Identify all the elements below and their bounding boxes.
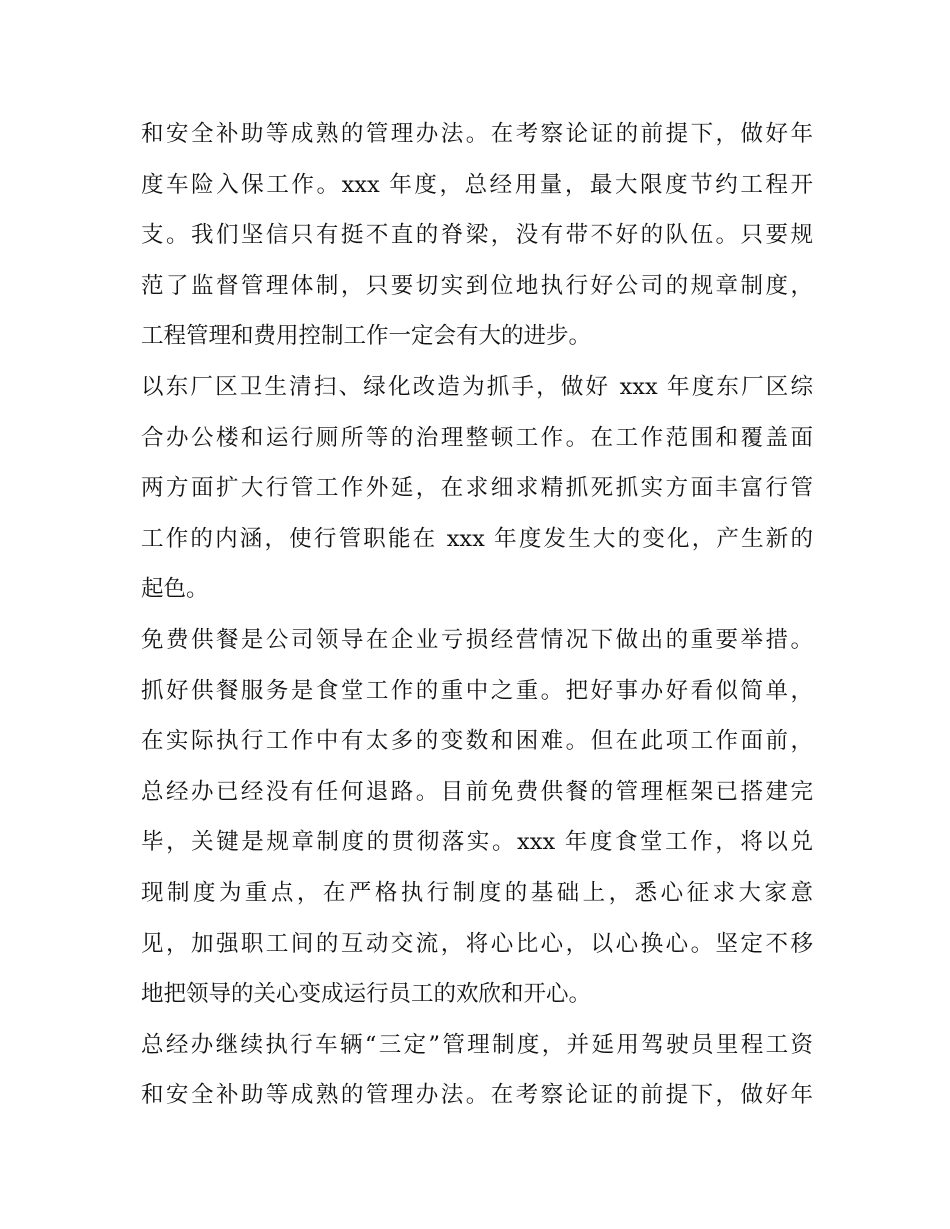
text-line: 现制度为重点，在严格执行制度的基础上，悉心征求大家意 <box>141 879 813 906</box>
text-line: 工程管理和费用控制工作一定会有大的进步。 <box>141 323 592 350</box>
text-line: 和安全补助等成熟的管理办法。在考察论证的前提下，做好年 <box>141 121 813 147</box>
text-line: 合办公楼和运行厕所等的治理整顿工作。在工作范围和覆盖面 <box>141 424 813 451</box>
text-line: 总经办继续执行车辆“三定”管理制度，并延用驾驶员里程工资 <box>141 1031 813 1058</box>
text-line: 免费供餐是公司领导在企业亏损经营情况下做出的重要举措。 <box>141 626 813 653</box>
text-line: 支。我们坚信只有挺不直的脊梁，没有带不好的队伍。只要规 <box>141 222 813 249</box>
text-line: 地把领导的关心变成运行员工的欢欣和开心。 <box>141 981 592 1008</box>
text-line: 工作的内涵，使行管职能在 xxx 年度发生大的变化，产生新的 <box>141 525 813 552</box>
text-line: 起色。 <box>141 576 209 603</box>
text-line: 和安全补助等成熟的管理办法。在考察论证的前提下，做好年 <box>141 1082 813 1109</box>
body-text <box>141 109 813 1121</box>
text-line: 在实际执行工作中有太多的变数和困难。但在此项工作面前， <box>141 728 813 755</box>
text-line: 度车险入保工作。xxx 年度，总经用量，最大限度节约工程开 <box>141 171 813 198</box>
text-line: 范了监督管理体制，只要切实到位地执行好公司的规章制度， <box>141 272 813 299</box>
text-line: 总经办已经没有任何退路。目前免费供餐的管理框架已搭建完 <box>141 778 813 805</box>
text-line: 抓好供餐服务是食堂工作的重中之重。把好事办好看似简单， <box>141 677 813 704</box>
text-line: 两方面扩大行管工作外延，在求细求精抓死抓实方面丰富行管 <box>141 475 813 502</box>
text-line: 以东厂区卫生清扫、绿化改造为抓手，做好 xxx 年度东厂区综 <box>141 373 813 400</box>
text-line: 见，加强职工间的互动交流，将心比心，以心换心。坚定不移 <box>141 930 813 957</box>
text-line: 毕，关键是规章制度的贯彻落实。xxx 年度食堂工作，将以兑 <box>141 829 813 856</box>
